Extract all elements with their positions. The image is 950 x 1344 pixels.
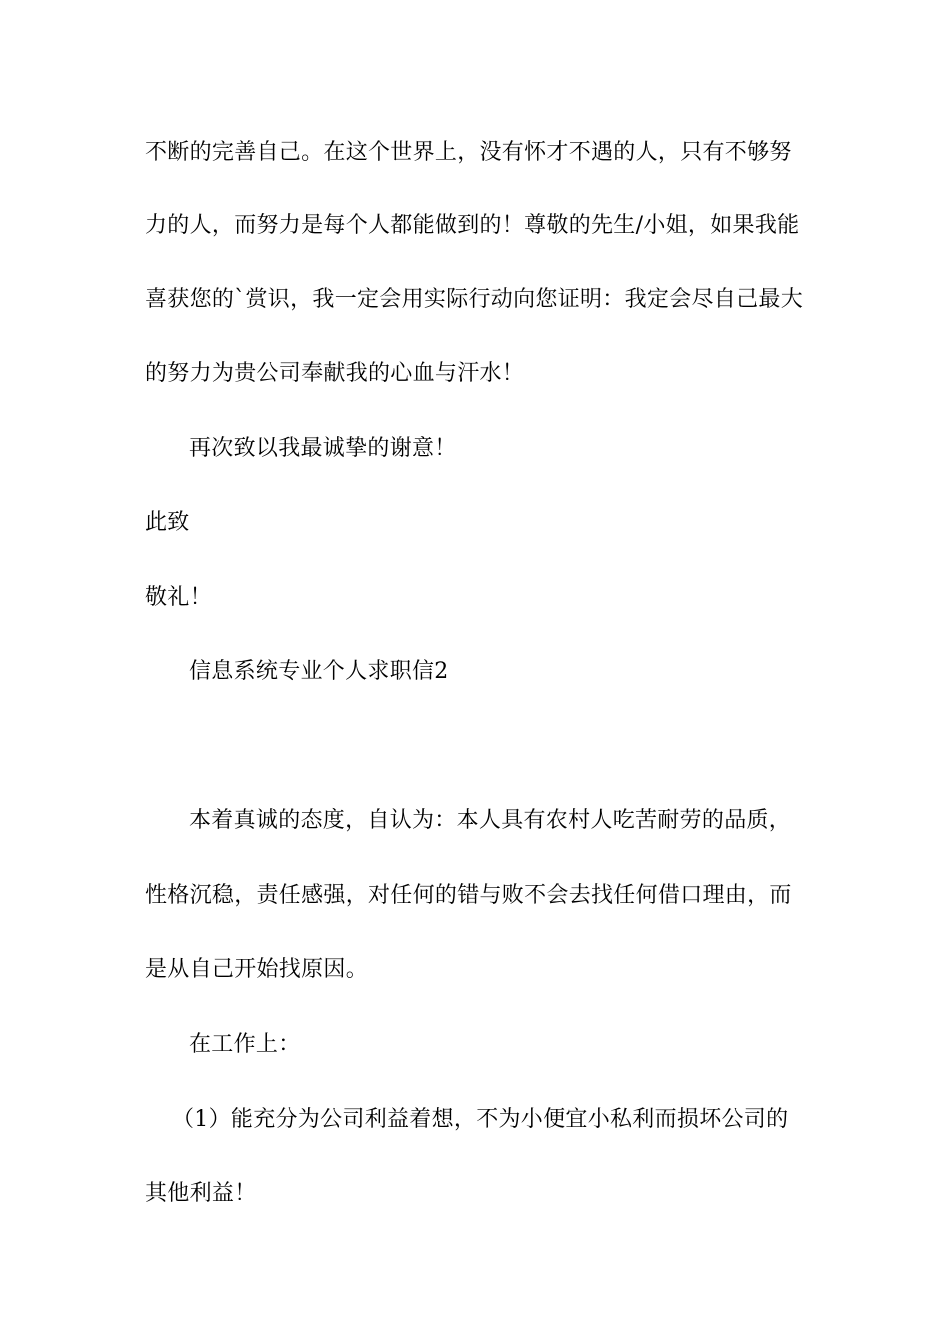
paragraph-line: 力的人，而努力是每个人都能做到的！尊敬的先生/小姐，如果我能 — [145, 213, 800, 238]
salutation-line: 此致 — [145, 510, 190, 535]
closing-line: 再次致以我最诚挚的谢意！ — [189, 436, 457, 461]
salutation-line: 敬礼！ — [145, 585, 212, 610]
paragraph-line: 喜获您的`赏识，我一定会用实际行动向您证明：我定会尽自己最大 — [145, 287, 804, 312]
list-item-line: （1）能充分为公司利益着想，不为小便宜小私利而损坏公司的 — [172, 1107, 789, 1132]
paragraph-line: 是从自己开始找原因。 — [145, 957, 369, 982]
subheading-line: 在工作上： — [189, 1032, 301, 1057]
paragraph-line: 的努力为贵公司奉献我的心血与汗水！ — [145, 361, 525, 386]
list-item-line: 其他利益！ — [145, 1181, 257, 1206]
section-heading: 信息系统专业个人求职信2 — [189, 659, 449, 684]
paragraph-line: 性格沉稳，责任感强，对任何的错与败不会去找任何借口理由，而 — [145, 883, 792, 908]
paragraph-line: 不断的完善自己。在这个世界上，没有怀才不遇的人，只有不够努 — [145, 140, 792, 165]
paragraph-line: 本着真诚的态度，自认为：本人具有农村人吃苦耐劳的品质， — [189, 808, 792, 833]
